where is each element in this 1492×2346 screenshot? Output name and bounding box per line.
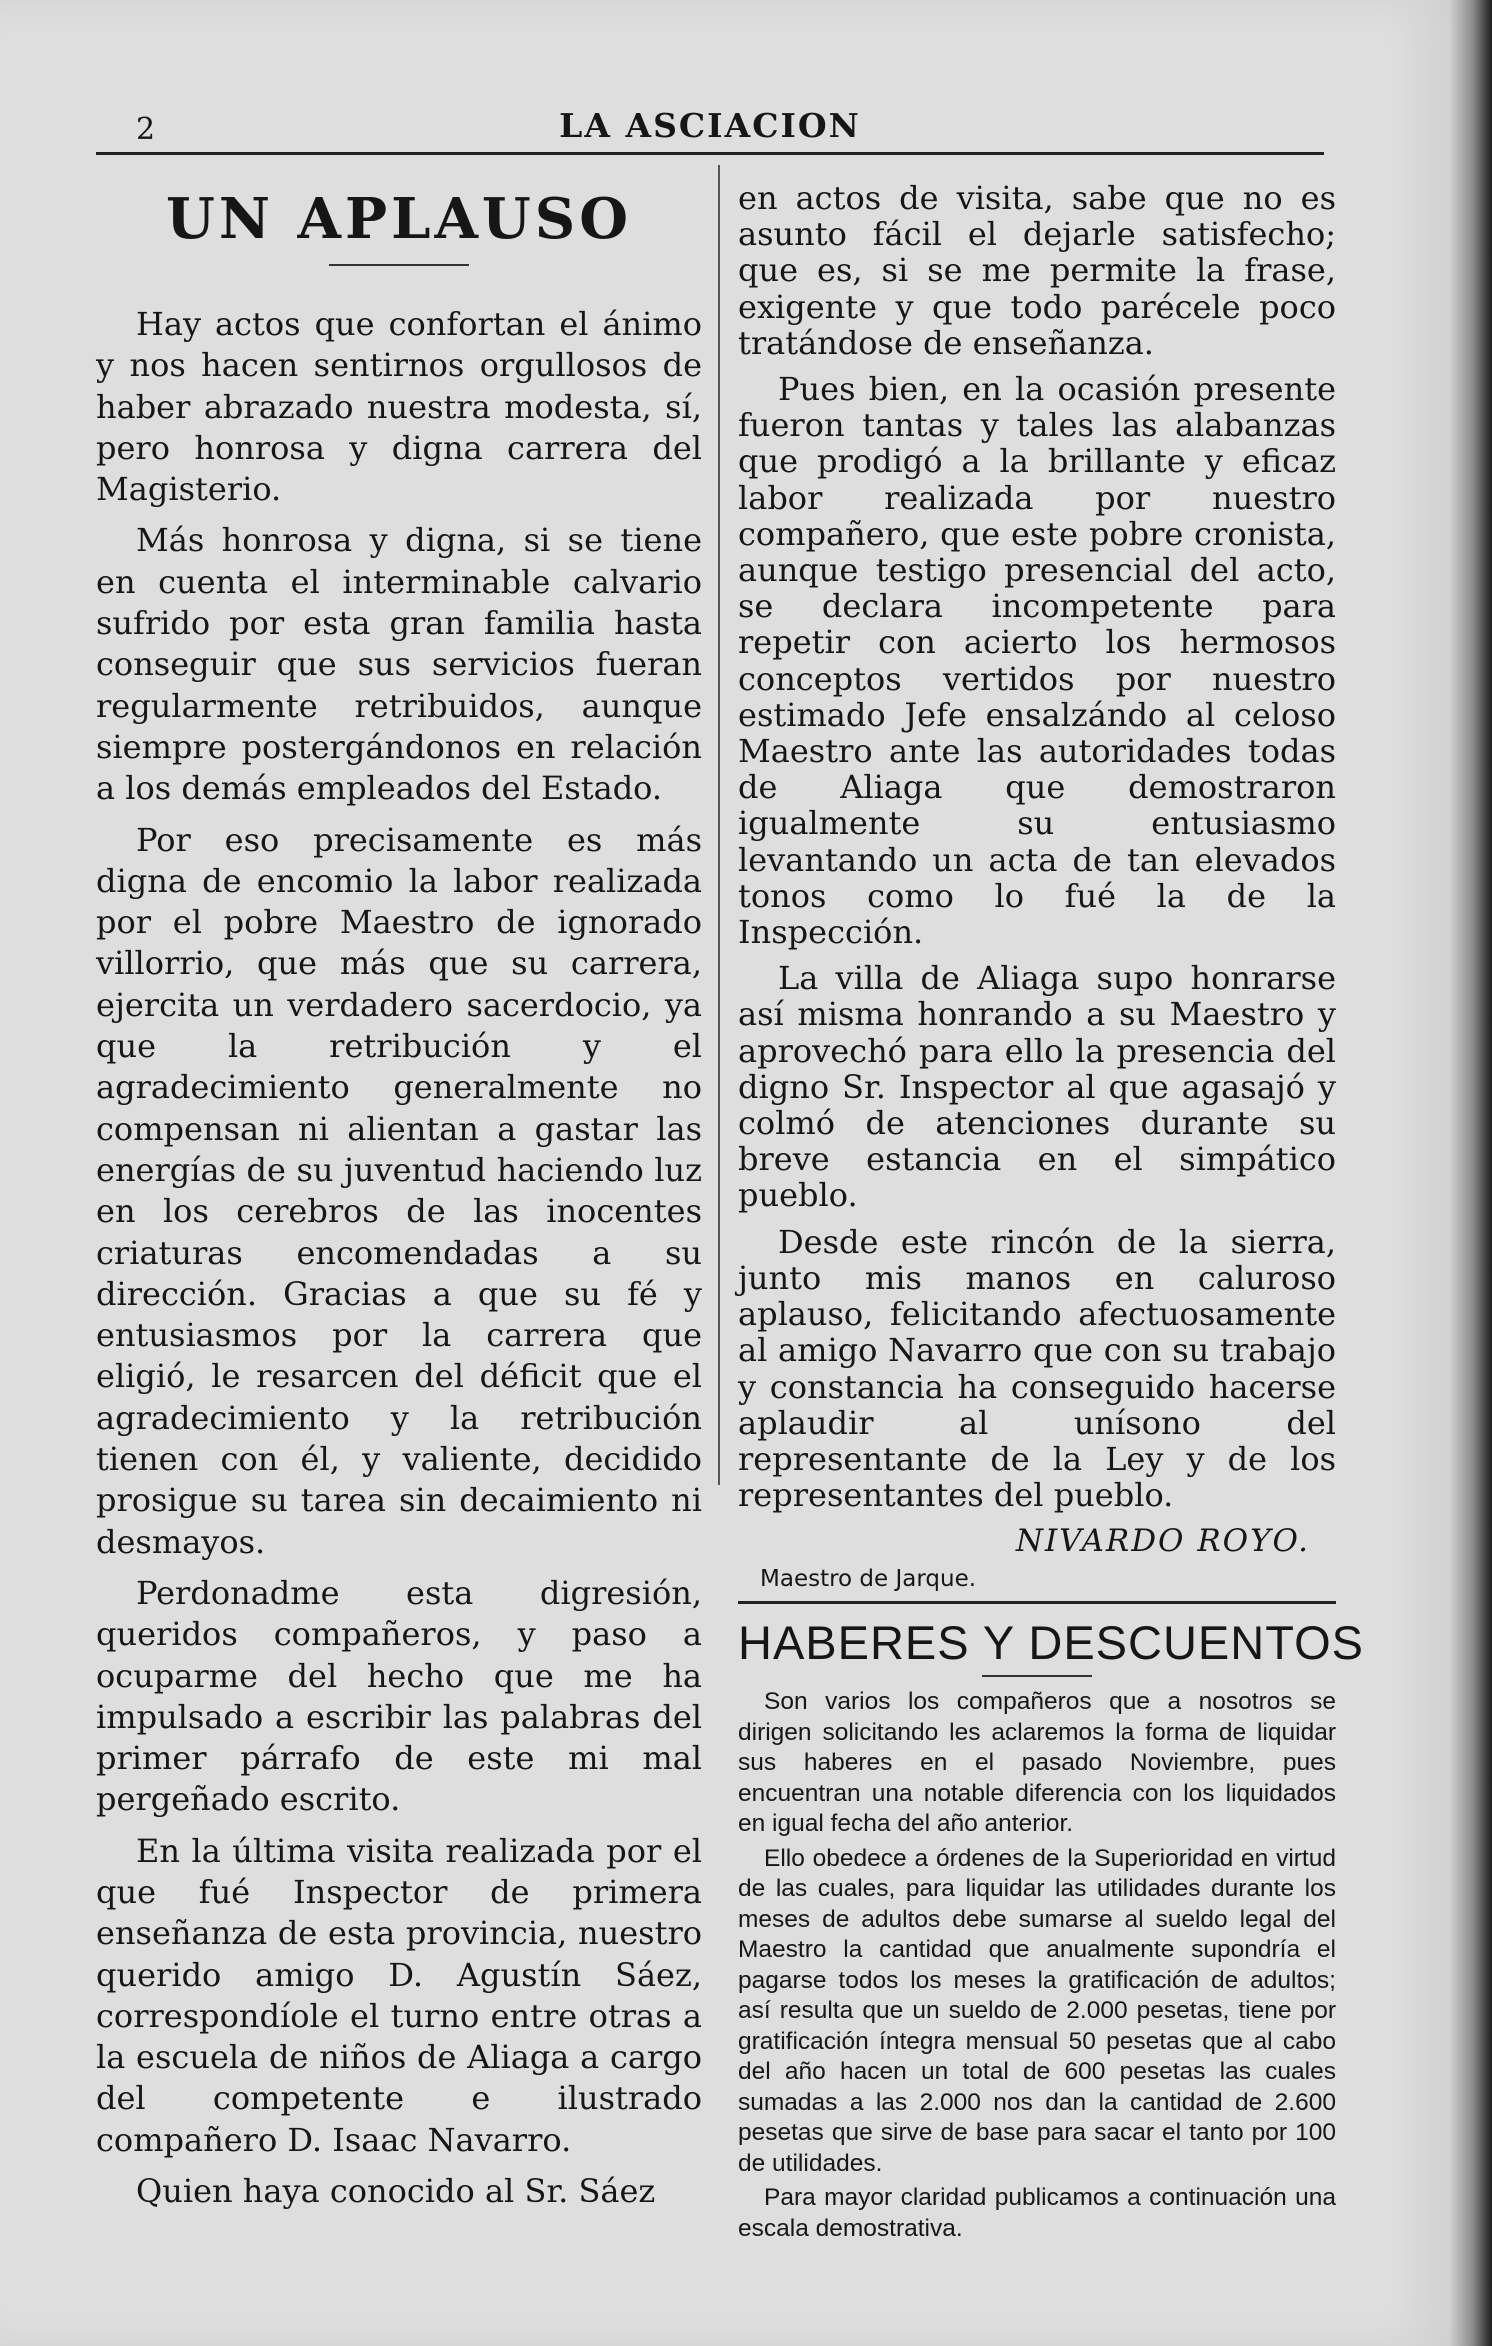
section-divider (738, 1601, 1336, 1604)
page-header (96, 102, 1324, 155)
author-signature: NIVARDO ROYO. (1015, 1523, 1310, 1560)
article-paragraph: Quien haya conocido al Sr. Sáez (136, 2172, 656, 2211)
journal-title: LA ASCIACION (559, 106, 861, 145)
article-paragraph: Desde este rincón de la sierra, junto mis manos en caluroso aplauso, felicitando afectuosamente al amigo Navarro que con su trabajo y constancia ha conseguido hacerse aplaudir al unísono del representante de la Ley y de los representantes del pueblo. (738, 1222, 1336, 1515)
author-role: Maestro de Jarque. (760, 1566, 977, 1593)
article-headline: UN APLAUSO (166, 186, 632, 252)
article-paragraph-continued: en actos de visita, sabe que no es asunto fácil el dejarle satisfecho; que es, si se me permite la frase, exigente y que todo parécele poco tratándose de enseñanza. (738, 179, 1336, 362)
article-body-small (738, 1687, 1336, 2244)
headline-divider (982, 1675, 1092, 1677)
signature-block (738, 1523, 1336, 1603)
article-paragraph: Para mayor claridad publicamos a continuación una escala demostrativa. (738, 2184, 1336, 2242)
column-divider (718, 165, 720, 1485)
article-paragraph: Más honrosa y digna, si se tiene en cuenta el interminable calvario sufrido por esta gran familia hasta conseguir que sus servicios fueran regularmente retribuidos, aunque siempre postergándonos en relación a los demás empleados del Estado. (96, 521, 702, 808)
article-paragraph: Perdonadme esta digresión, queridos compañeros, y paso a ocuparme del hecho que me ha impulsado a escribir las palabras del primer párrafo de este mi mal pergeñado escrito. (96, 1573, 702, 1819)
page-edge (1450, 0, 1492, 2346)
article-paragraph: Son varios los compañeros que a nosotros se dirigen solicitando les aclaremos la forma de liquidar sus haberes en el pasado Noviembre, pues encuentran una notable diferencia con los liquidados en igual fecha del año anterior. (738, 1688, 1336, 1838)
article-paragraph: Ello obedece a órdenes de la Superioridad en virtud de las cuales, para liquidar las utilidades durante los meses de adultos debe sumarse al sueldo legal del Maestro la cantidad que anualmente supondría el pagarse todos los meses la gratificación de adultos; así resulta que un sueldo de 2.000 pesetas, tiene por gratificación íntegra mensual 50 pesetas que al cabo del año hacen un total de 600 pesetas las cuales sumadas a las 2.000 nos dan la cantidad de 2.600 pesetas que sirve de base para sacar el tanto por 100 de utilidades. (738, 1844, 1336, 2177)
left-column (96, 170, 702, 2222)
article-paragraph: La villa de Aliaga supo honrarse así misma honrando a su Maestro y aprovechó para ello la presencia del digno Sr. Inspector al que agasajó y colmó de atenciones durante su breve estancia en el simpático pueblo. (738, 959, 1336, 1215)
article-paragraph: Por eso precisamente es más digna de encomio la labor realizada por el pobre Maestro de ignorado villorrio, que más que su carrera, ejercita un verdadero sacerdocio, ya que la retribución y el agradecimiento generalmente no compensan ni alientan a gastar las energías de su juventud haciendo luz en los cerebros de las inocentes criaturas encomendadas a su dirección. Gracias a que su fé y entusiasmos por la carrera que eligió, le resarcen del déficit que el agradecimiento y la retribución tienen con él, y valiente, decidido prosigue su tarea sin decaimiento ni desmayos. (96, 820, 702, 1561)
section-headline: HABERES Y DESCUENTOS (738, 1616, 1364, 1670)
headline-divider (329, 264, 469, 266)
article-paragraph: Pues bien, en la ocasión presente fueron tantas y tales las alabanzas que prodigó a la brillante y eficaz labor realizada por nuestro compañero, que este pobre cronista, aunque testigo presencial del acto, se declara incompetente para repetir con acierto los hermosos conceptos vertidos por nuestro estimado Jefe ensalzándo al celoso Maestro ante las autoridades todas de Aliaga que demostraron igualmente su entusiasmo levantando un acta de tan elevados tonos como lo fué la de la Inspección. (738, 370, 1336, 952)
page-number: 2 (136, 112, 156, 147)
article-paragraph: En la última visita realizada por el que fué Inspector de primera enseñanza de esta provincia, nuestro querido amigo D. Agustín Sáez, correspondíole el turno entre otras a la escuela de niños de Aliaga a cargo del competente e ilustrado compañero D. Isaac Navarro. (96, 1831, 702, 2159)
right-column (738, 179, 1364, 2248)
article-paragraph: Hay actos que confortan el ánimo y nos hacen sentirnos orgullosos de haber abrazado nuestra modesta, sí, pero honrosa y digna carrera del Magisterio. (96, 305, 702, 509)
